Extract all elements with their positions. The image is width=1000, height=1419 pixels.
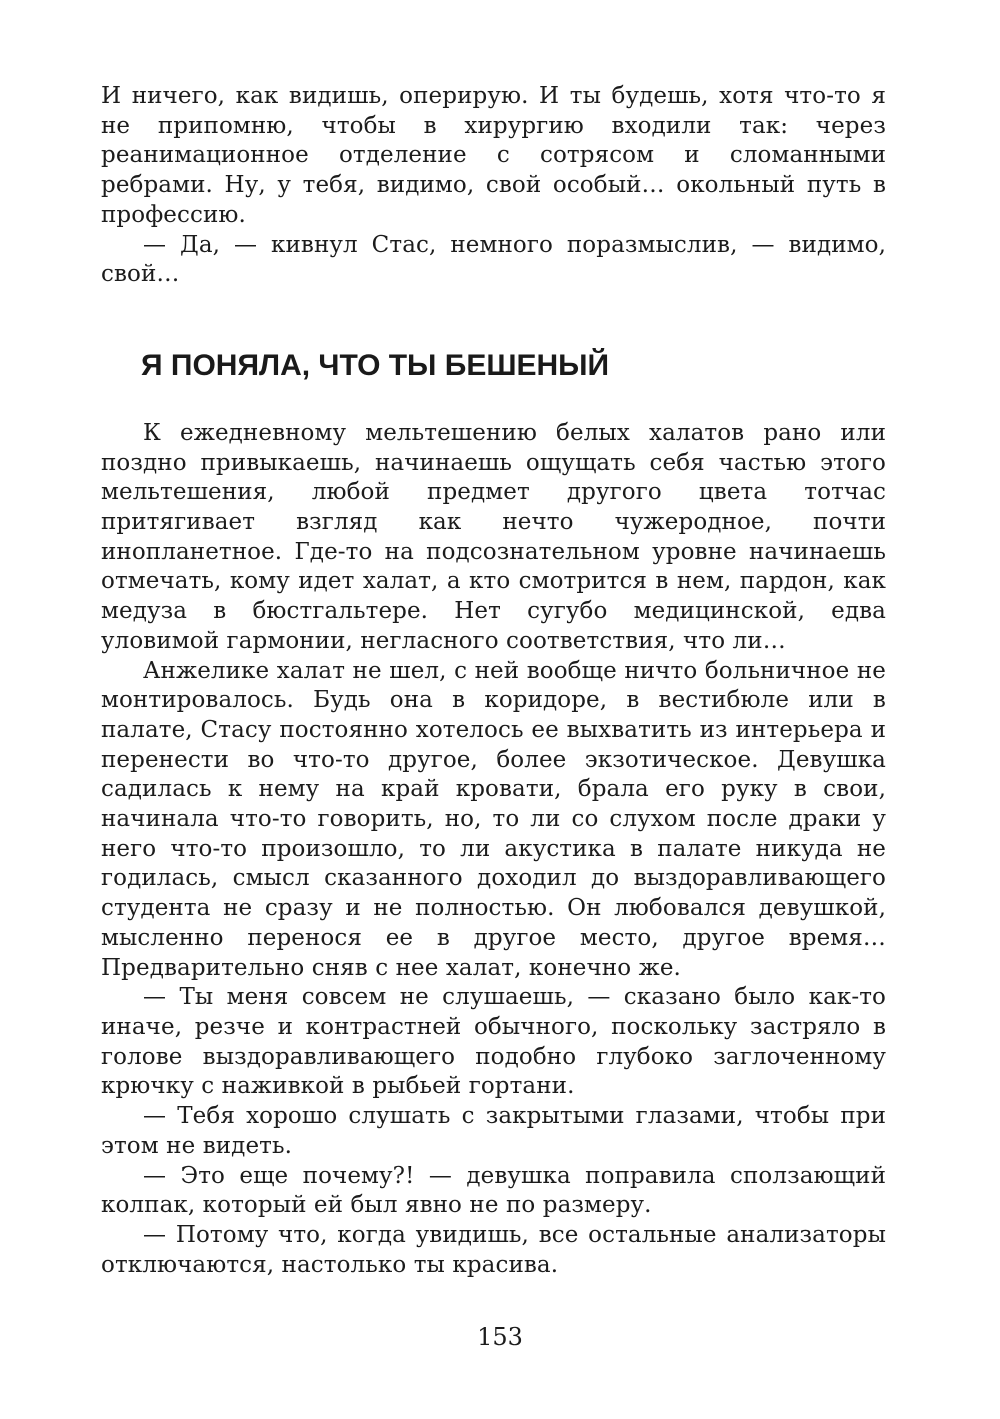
paragraph: Анжелике халат не шел, с ней вообще ничто больничное не монтировалось. Будь она в коридоре, в вестибюле или в палате, Стасу постоянно хотелось ее выхватить из интерьера и перенести во что-то другое, более экзотическое. Девушка садилась к нему на край кровати, брала его руку в свои, начинала что-то говорить, но, то ли со слухом после драки у него что-то произошло, то ли акустика в палате никуда не годилась, смысл сказанного доходил до выздоравливающего студента не сразу и не полностью. Он любовался девушкой, мысленно перенося ее в другое место, другое время… Предварительно сняв с нее халат, конечно же. [101,657,886,981]
page-content [101,82,886,1280]
paragraph: — Это еще почему?! — девушка поправила сползающий колпак, который ей был явно не по размеру. [101,1162,886,1219]
page-number: 153 [477,1323,523,1351]
chapter-title: Я ПОНЯЛА, ЧТО ТЫ БЕШЕНЫЙ [141,348,610,382]
paragraph: К ежедневному мельтешению белых халатов рано или поздно привыкаешь, начинаешь ощущать себя частью этого мельтешения, любой предмет другого цвета тотчас притягивает взгляд как нечто чужеродное, почти инопланетное. Где-то на подсознательном уровне начинаешь отмечать, кому идет халат, а кто смотрится в нем, пардон, как медуза в бюстгальтере. Нет сугубо медицинской, едва уловимой гармонии, негласного соответствия, что ли… [101,419,886,654]
paragraph: И ничего, как видишь, оперирую. И ты будешь, хотя что-то я не припомню, чтобы в хирургию входили так: через реанимационное отделение с сотрясом и сломанными ребрами. Ну, у тебя, видимо, свой особый… окольный путь в профессию. [101,83,886,228]
opening-text [101,82,886,290]
paragraph: — Ты меня совсем не слушаешь, — сказано было как-то иначе, резче и контрастней обычного, поскольку застряло в голове выздоравливающего подобно глубоко заглоченному крючку с наживкой в рыбьей гортани. [101,984,886,1100]
paragraph: — Тебя хорошо слушать с закрытыми глазами, чтобы при этом не видеть. [101,1103,886,1159]
paragraph: — Потому что, когда увидишь, все остальные анализаторы отключаются, настолько ты красива. [101,1221,886,1278]
paragraph: — Да, — кивнул Стас, немного поразмыслив, — видимо, свой… [101,231,886,288]
chapter-body [101,419,886,1280]
